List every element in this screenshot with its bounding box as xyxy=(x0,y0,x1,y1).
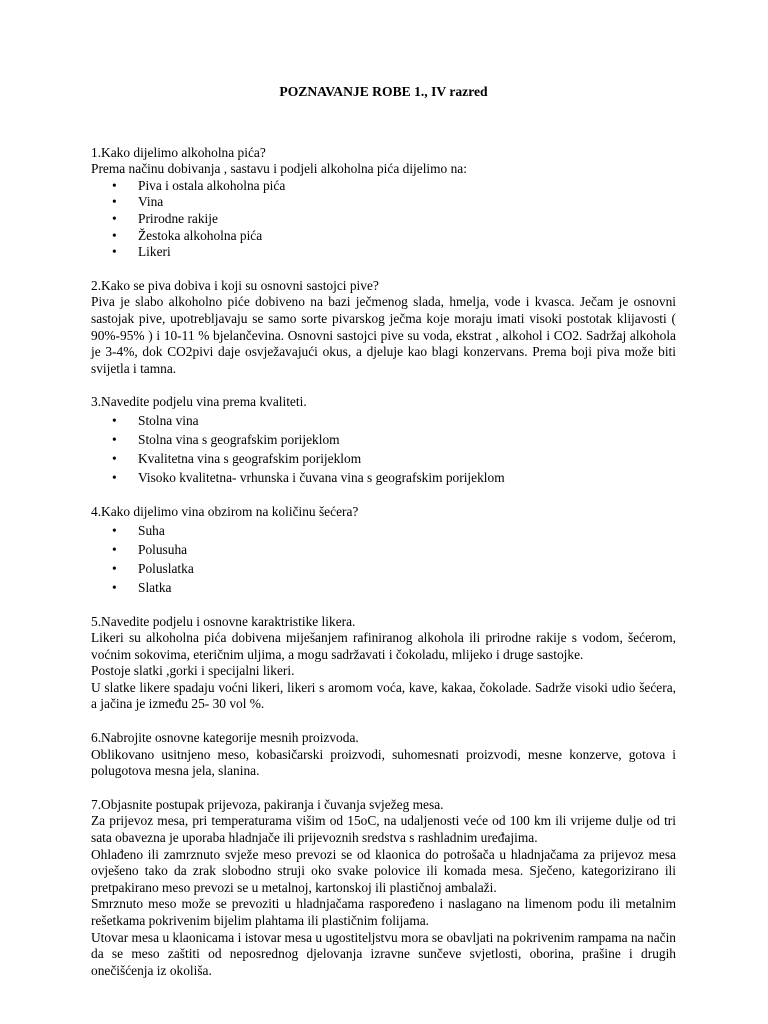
question-7: 7.Objasnite postupak prijevoza, pakiranja i čuvanja svježeg mesa. xyxy=(91,796,444,812)
answer-5-paragraph-1: Likeri su alkoholna pića dobivena miješanjem rafiniranog alkohola ili prirodne rakije s vodom, šećerom, voćnim sokovima, eteričnim uljima, a mogu sadržavati i čokoladu, mlijeko i druge sastojke. xyxy=(91,630,676,662)
question-1: 1.Kako dijelimo alkoholna pića? xyxy=(91,144,266,160)
answer-7-paragraph-4: Utovar mesa u klaonicama i istovar mesa u ugostiteljstvu mora se obavljati na pokrivenim rampama na način da se meso zaštiti od neposrednog djelovanja izravne sunčeve svjetlosti, oborina, prašine i drugih onečišćenja iz okoliša. xyxy=(91,929,676,978)
question-5: 5.Navedite podjelu i osnovne karaktristike likera. xyxy=(91,613,356,629)
section-7 xyxy=(91,797,676,980)
answer-4-list xyxy=(91,521,676,597)
answer-7-paragraph-1: Za prijevoz mesa, pri temperaturama višim od 15oC, na udaljenosti veće od 100 km ili vrijeme dulje od tri sata obavezna je uporaba hladnjače ili prijevoznih sredstva s rashladnim uređajima. xyxy=(91,813,676,846)
section-4 xyxy=(91,504,676,597)
section-2 xyxy=(91,278,676,378)
list-item: • Kvalitetna vina s geografskim porijeklom xyxy=(138,449,676,468)
list-item: • Likeri xyxy=(138,244,676,261)
answer-3-list xyxy=(91,411,676,487)
list-item: • Poluslatka xyxy=(138,559,676,578)
list-item: • Prirodne rakije xyxy=(138,211,676,228)
question-6: 6.Nabrojite osnovne kategorije mesnih proizvoda. xyxy=(91,730,359,746)
list-item: • Stolna vina xyxy=(138,411,676,430)
list-item: • Suha xyxy=(138,521,676,540)
answer-2-paragraph: Piva je slabo alkoholno piće dobiveno na bazi ječmenog slada, hmelja, vode i kvasca. Ječam je osnovni sastojak pive, upotrebljavaju se samo sorte pivarskog ječma koje moraju imati visoki postotak klijavosti ( 90%-95% ) i 10-11 % bjelančevina. Osnovni sastojci pive su voda, ekstrat , alkohol i CO2. Sadržaj alkohola je 3-4%, dok CO2pivi daje osvježavajući okus, a djeluje kao blagi konzervans. Prema boji piva može biti svijetla i tamna. xyxy=(91,294,676,376)
answer-7-paragraph-3: Smrznuto meso može se prevoziti u hladnjačama raspoređeno i naslagano na limenom podu ili metalnim rešetkama pokrivenim bijelim plahtama ili plastičnim folijama. xyxy=(91,896,676,928)
section-1 xyxy=(91,145,676,261)
list-item: • Vina xyxy=(138,194,676,211)
question-4: 4.Kako dijelimo vina obzirom na količinu šećera? xyxy=(91,503,359,519)
answer-5-paragraph-2: Postoje slatki ,gorki i specijalni likeri. xyxy=(91,663,295,679)
document-title: POZNAVANJE ROBE 1., IV razred xyxy=(279,84,488,99)
answer-6-paragraph: Oblikovano usitnjeno meso, kobasičarski proizvodi, suhomesnati proizvodi, mesne konzerve, gotova i polugotova mesna jela, slanina. xyxy=(91,746,676,779)
question-3: 3.Navedite podjelu vina prema kvaliteti. xyxy=(91,394,307,410)
answer-5-paragraph-3: U slatke likere spadaju voćni likeri, likeri s aromom voća, kave, kakaa, čokolade. Sadrže visoki udio šećera, a jačina je između 25- 30 vol %. xyxy=(91,679,676,712)
section-5 xyxy=(91,614,676,714)
list-item: • Žestoka alkoholna pića xyxy=(138,228,676,245)
list-item: • Slatka xyxy=(138,578,676,597)
list-item: • Visoko kvalitetna- vrhunska i čuvana vina s geografskim porijeklom xyxy=(138,468,676,487)
question-2: 2.Kako se piva dobiva i koji su osnovni sastojci pive? xyxy=(91,277,379,293)
answer-1-list xyxy=(91,178,676,261)
list-item: • Piva i ostala alkoholna pića xyxy=(138,178,676,195)
section-6 xyxy=(91,730,676,780)
answer-1-intro: Prema načinu dobivanja , sastavu i podjeli alkoholna pića dijelimo na: xyxy=(91,161,467,177)
answer-7-paragraph-2: Ohlađeno ili zamrznuto svježe meso prevozi se od klaonica do potrošača u hladnjačama za prijevoz mesa ovješeno tako da zrak slobodno struji oko svake polovice ili komada mesa. Sječeno, kategorizirano ili pretpakirano meso prevozi se u metalnoj, kartonskoj ili plastičnoj ambalaži. xyxy=(91,846,676,895)
list-item: • Stolna vina s geografskim porijeklom xyxy=(138,430,676,449)
section-3 xyxy=(91,394,676,487)
list-item: • Polusuha xyxy=(138,540,676,559)
